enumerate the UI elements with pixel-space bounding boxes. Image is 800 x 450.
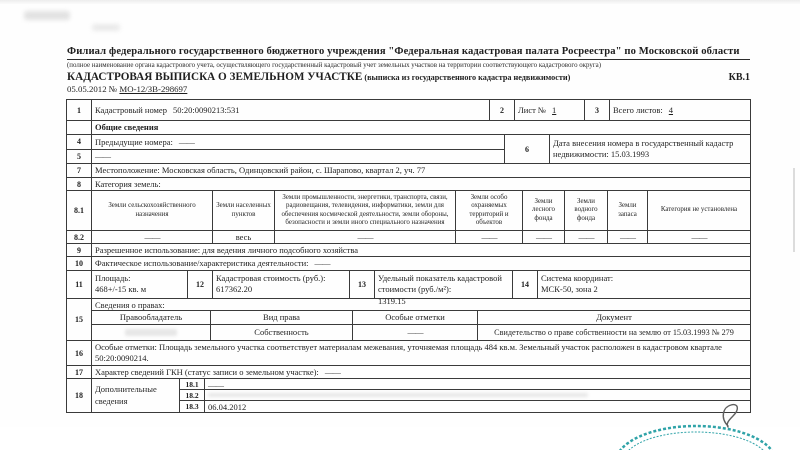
- row-general-info: [67, 121, 750, 135]
- sheet-number: 1: [552, 105, 557, 115]
- total-sheets-value: 4: [668, 105, 674, 115]
- row-actual-use: [67, 257, 750, 271]
- scan-artifact-band: [0, 0, 800, 4]
- row-previous-numbers-2: [67, 150, 505, 164]
- permitted-use-text: Разрешенное использование: для ведения личного подсобного хозяйства: [95, 245, 359, 255]
- special-notes-content: Особые отметки: Площадь земельного участка соответствует материалам межевания, уточняемая площадь 484 кв.м. Земельный участок расположен в кадастровом квартале 50:20:0090214.: [95, 342, 722, 364]
- previous-numbers-block: [67, 135, 505, 163]
- redacted-text: [208, 393, 588, 397]
- row-number: 16: [67, 341, 92, 365]
- scan-smudge: [24, 11, 70, 20]
- row-land-category: [67, 178, 750, 191]
- row-number: 1: [67, 100, 92, 120]
- dash-value: ——: [178, 136, 194, 147]
- specific-cost-label: Удельный показатель кадастровой стоимости (руб./м²):: [378, 273, 502, 295]
- row-number: 10: [67, 257, 92, 270]
- special-notes-text: [92, 341, 750, 365]
- title-line: [67, 71, 750, 83]
- rights-block: [92, 299, 750, 340]
- dash-value: ——: [314, 258, 330, 268]
- location-text: Местоположение: Московская область, Одинцовский район, с. Шарапово, квартал 2, уч. 77: [95, 165, 426, 175]
- row-number: 11: [67, 271, 92, 298]
- sheet-cell: [515, 100, 585, 120]
- additional-value-1: ——: [208, 380, 223, 390]
- cadastral-cost-label: Кадастровая стоимость (руб.):: [216, 273, 326, 283]
- category-col-water: Земли водного фонда: [565, 191, 608, 230]
- row-location: [67, 164, 750, 178]
- total-sheets-label: Всего листов:: [613, 105, 663, 115]
- organization-note: (полное наименование органа кадастрового учета, осуществляющего государственный кадастровый учет земельных участков на территории соответствующего кадастрового округа): [67, 61, 602, 69]
- general-info-title: Общие сведения: [95, 122, 159, 132]
- rights-value-row: [92, 325, 750, 340]
- row-special-notes: [67, 341, 750, 366]
- row-number: 8: [67, 178, 92, 190]
- rights-title-row: [92, 299, 750, 311]
- previous-numbers-cell-2: [92, 150, 505, 164]
- rights-document-value: Свидетельство о праве собственности на землю от 15.03.1993 № 279: [494, 327, 734, 337]
- sheet-label: Лист №: [518, 105, 547, 115]
- category-value: весь: [213, 231, 275, 243]
- land-category-text: Категория земель:: [95, 179, 161, 189]
- previous-numbers-cell: [92, 135, 505, 149]
- cadastral-cost-value: 617362.20: [216, 284, 253, 295]
- row-number: 5: [67, 150, 92, 164]
- coord-system-cell: [538, 271, 750, 298]
- scan-artifact-line: [793, 168, 795, 252]
- row-number: 17: [67, 366, 92, 378]
- rights-holder-redacted: [92, 325, 211, 340]
- row-number: 14: [513, 271, 538, 298]
- registration-date-text: Дата внесения номера в государственный кадастр недвижимости: 15.03.1993: [553, 137, 734, 159]
- row-number: 8.1: [67, 191, 92, 230]
- total-sheets-cell: [610, 100, 750, 120]
- document-title: КАДАСТРОВАЯ ВЫПИСКА О ЗЕМЕЛЬНОМ УЧАСТКЕ: [67, 70, 363, 83]
- row-category-values: [67, 231, 750, 244]
- area-value: 468+/-15 кв. м: [95, 284, 147, 295]
- additional-value-2: [205, 390, 750, 400]
- row-previous-numbers-and-date: [67, 135, 750, 164]
- redacted-text: [125, 329, 177, 336]
- row-rights-info: [67, 299, 750, 341]
- row-number: 7: [67, 164, 92, 177]
- row-number-empty: [67, 121, 92, 134]
- row-additional-info: [67, 379, 750, 412]
- cadastral-cost-cell: [213, 271, 350, 298]
- category-value: ——: [456, 231, 523, 243]
- row-number: 18: [67, 379, 92, 412]
- row-gkn-status: [67, 366, 750, 379]
- signature: [716, 401, 786, 427]
- category-col-not-set: Категория не установлена: [660, 206, 738, 214]
- gkn-status-cell: [92, 366, 750, 378]
- document-date-line: [67, 84, 750, 94]
- additional-value-3: 06.04.2012: [208, 402, 247, 412]
- row-number: 15: [67, 299, 92, 340]
- additional-sub-row-1: [180, 379, 750, 390]
- additional-info-block: [180, 379, 750, 412]
- coord-system-value: МСК-50, зона 2: [541, 284, 598, 295]
- specific-cost-cell: [375, 271, 513, 306]
- rights-header-row: [92, 311, 750, 325]
- row-number: 2: [490, 100, 515, 120]
- category-col-forest: Земли лесного фонда: [523, 191, 565, 230]
- scan-smudge: [92, 24, 120, 31]
- rights-header-document: Документ: [596, 312, 632, 323]
- document-header: [67, 46, 750, 94]
- specific-cost-value: 1319.15: [378, 295, 406, 306]
- rights-title: Сведения о правах:: [95, 300, 165, 310]
- row-number: 8.2: [67, 231, 92, 243]
- category-col-industry: Земли промышленности, энергетики, транспорта, связи, радиовещания, телевидения, информатики, земли для обеспечения космической деятельности, земли обороны, безопасности и земли иного специального назначения: [275, 191, 456, 230]
- row-cadastral-number: [67, 100, 750, 121]
- stamp-outer-ring: [616, 426, 776, 450]
- rights-header-type: Вид права: [211, 311, 353, 324]
- actual-use-label: Фактическое использование/характеристика деятельности:: [95, 258, 309, 268]
- sub-row-number: 18.1: [180, 379, 205, 389]
- category-col-reserve: Земли запаса: [608, 191, 648, 230]
- rights-notes-value: ——: [353, 325, 478, 340]
- row-number: 4: [67, 135, 92, 149]
- category-col-agricultural: Земли сельскохозяйственного назначения: [92, 191, 213, 230]
- rights-header-holder: Правообладатель: [92, 311, 211, 324]
- gkn-status-label: Характер сведений ГКН (статус записи о земельном участке):: [95, 367, 319, 377]
- category-col-protected: Земли особо охраняемых территорий и объектов: [456, 191, 523, 230]
- category-value: ——: [92, 231, 213, 243]
- cadastral-number-cell: [92, 100, 490, 120]
- row-number: 9: [67, 244, 92, 256]
- category-value: ——: [565, 231, 608, 243]
- sub-row-number: 18.3: [180, 401, 205, 412]
- row-previous-numbers: [67, 135, 505, 150]
- coord-system-label: Система координат:: [541, 273, 614, 283]
- row-number: 13: [350, 271, 375, 298]
- row-number: 12: [188, 271, 213, 298]
- area-cell: [92, 271, 188, 298]
- category-value: ——: [608, 231, 648, 243]
- document-date: 05.05.2012 №: [67, 83, 118, 94]
- additional-sub-row-2: [180, 390, 750, 401]
- cadastral-table: [66, 99, 751, 413]
- category-col-settlements: Земли населенных пунктов: [213, 191, 275, 230]
- form-code: КВ.1: [728, 71, 750, 83]
- signature-stroke: [723, 405, 737, 427]
- document-title-note: (выписка из государственного кадастра недвижимости): [364, 72, 571, 82]
- row-category-headers: [67, 191, 750, 231]
- category-value: ——: [523, 231, 565, 243]
- row-permitted-use: [67, 244, 750, 257]
- actual-use-cell: [92, 257, 750, 270]
- row-number: 3: [585, 100, 610, 120]
- cadastral-number-label: Кадастровый номер: [95, 105, 167, 115]
- row-number: 6: [505, 135, 550, 163]
- dash-value: ——: [324, 367, 340, 377]
- rights-type-value: Собственность: [211, 325, 353, 340]
- previous-numbers-label: Предыдущие номера:: [95, 136, 173, 147]
- category-value: ——: [691, 232, 707, 242]
- additional-info-label: Дополнительные сведения: [92, 379, 180, 412]
- category-value: ——: [275, 231, 456, 243]
- organization-name: Филиал федерального государственного бюджетного учреждения "Федеральная кадастровая палата Росреестра" по Московской области: [67, 46, 750, 60]
- document-number: МО-12/ЗВ-298697: [119, 83, 188, 94]
- registration-date-cell: [550, 135, 750, 163]
- cadastral-number-value: 50:20:0090213:531: [172, 105, 240, 115]
- rights-header-notes: Особые отметки: [353, 311, 478, 324]
- area-label: Площадь:: [95, 273, 131, 283]
- dash-value: ——: [95, 151, 110, 162]
- sub-row-number: 18.2: [180, 390, 205, 400]
